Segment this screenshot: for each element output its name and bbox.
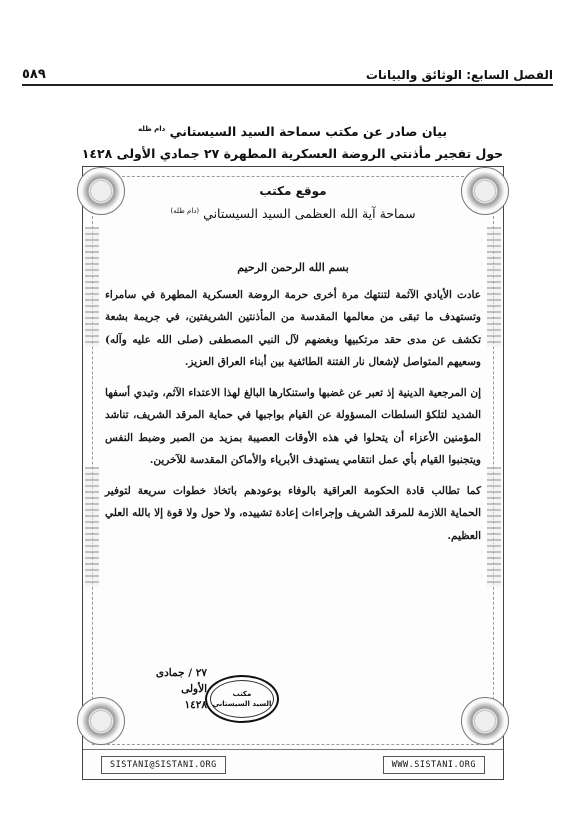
chapter-title: الفصل السابع: الوثائق والبيانات (365, 68, 553, 82)
letter-body (105, 257, 481, 555)
signature-date (127, 665, 207, 713)
heading-line-1 (40, 118, 545, 143)
date-line-2: ١٤٢٨ (184, 699, 207, 711)
heading-honorific: دام ظله (137, 125, 166, 133)
letter-paragraph: عادت الأيادي الآثمة لتنتهك مرة أخرى حرمة الروضة العسكرية المطهرة في سامراء وتستهدف ما تبقى من معالمها المقدسة من المأذنتين الشريفتين، في جريمة بشعة تكشف عن مدى حقد مرتكبيها وبغضهم لآل النبي المصطفى (صلى الله عليه وآله) وسعيهم المتواصل لإشعال نار الفتنة الطائفية بين أبناء العراق العزيز. (105, 288, 481, 368)
page-header (22, 60, 553, 86)
basmala: بسم الله الرحمن الرحيم (237, 261, 349, 274)
border-ornament (85, 227, 99, 347)
stamp-line-1: مكتب (232, 690, 252, 698)
footer-website: WWW.SISTANI.ORG (383, 756, 485, 774)
heading-line-2: حول تفجير مأذنتي الروضة العسكرية المطهرة ٢٧ جمادي الأولى ١٤٢٨ (81, 146, 504, 162)
heading-title: بيان صادر عن مكتب سماحة السيد السيستاني (169, 124, 448, 140)
letter-paragraph: إن المرجعية الدينية إذ تعبر عن غضبها واستنكارها البالغ لهذا الاعتداء الآثم، وتبدي أسفها الشديد لتلكؤ السلطات المسؤولة عن القيام بواجبها في حماية المرقد الشريف، تناشد المؤمنين الأعزاء أن يتحلوا في هذه الأوقات العصيبة بمزيد من الصبر وضبط النفس ويتجنبوا القيام بأي عمل انتقامي يستهدف الأبرياء والأماكن المقدسة للآخرين. (105, 386, 481, 466)
border-ornament (85, 467, 99, 587)
letterhead-title: سماحة آية الله العظمى السيد السيستاني (203, 206, 416, 222)
letterhead-name (153, 201, 433, 224)
corner-ornament-icon (461, 167, 509, 215)
date-line-1: ٢٧ / جمادى الأولى (155, 667, 207, 695)
border-ornament (487, 467, 501, 587)
corner-ornament-icon (461, 697, 509, 745)
border-ornament (487, 227, 501, 347)
page-number: ٥٨٩ (22, 67, 46, 82)
letterhead (153, 181, 433, 224)
corner-ornament-icon (77, 697, 125, 745)
corner-ornament-icon (77, 167, 125, 215)
office-seal-stamp (205, 675, 279, 723)
document-heading (40, 118, 545, 165)
footer-email: SISTANI@SISTANI.ORG (101, 756, 226, 774)
letter-paragraph: كما تطالب قادة الحكومة العراقية بالوفاء بوعودهم باتخاذ خطوات سريعة لتوفير الحماية اللازمة للمرقد الشريف وإجراءات إعادة تشييده، ولا حول ولا قوة إلا بالله العلي العظيم. (105, 484, 481, 542)
letterhead-honorific: (دام ظله) (170, 207, 200, 215)
letterhead-office: موقع مكتب (259, 184, 327, 198)
letter-image (82, 166, 504, 780)
stamp-line-2: السيد السيستاني (212, 700, 272, 708)
letter-footer (83, 749, 503, 779)
